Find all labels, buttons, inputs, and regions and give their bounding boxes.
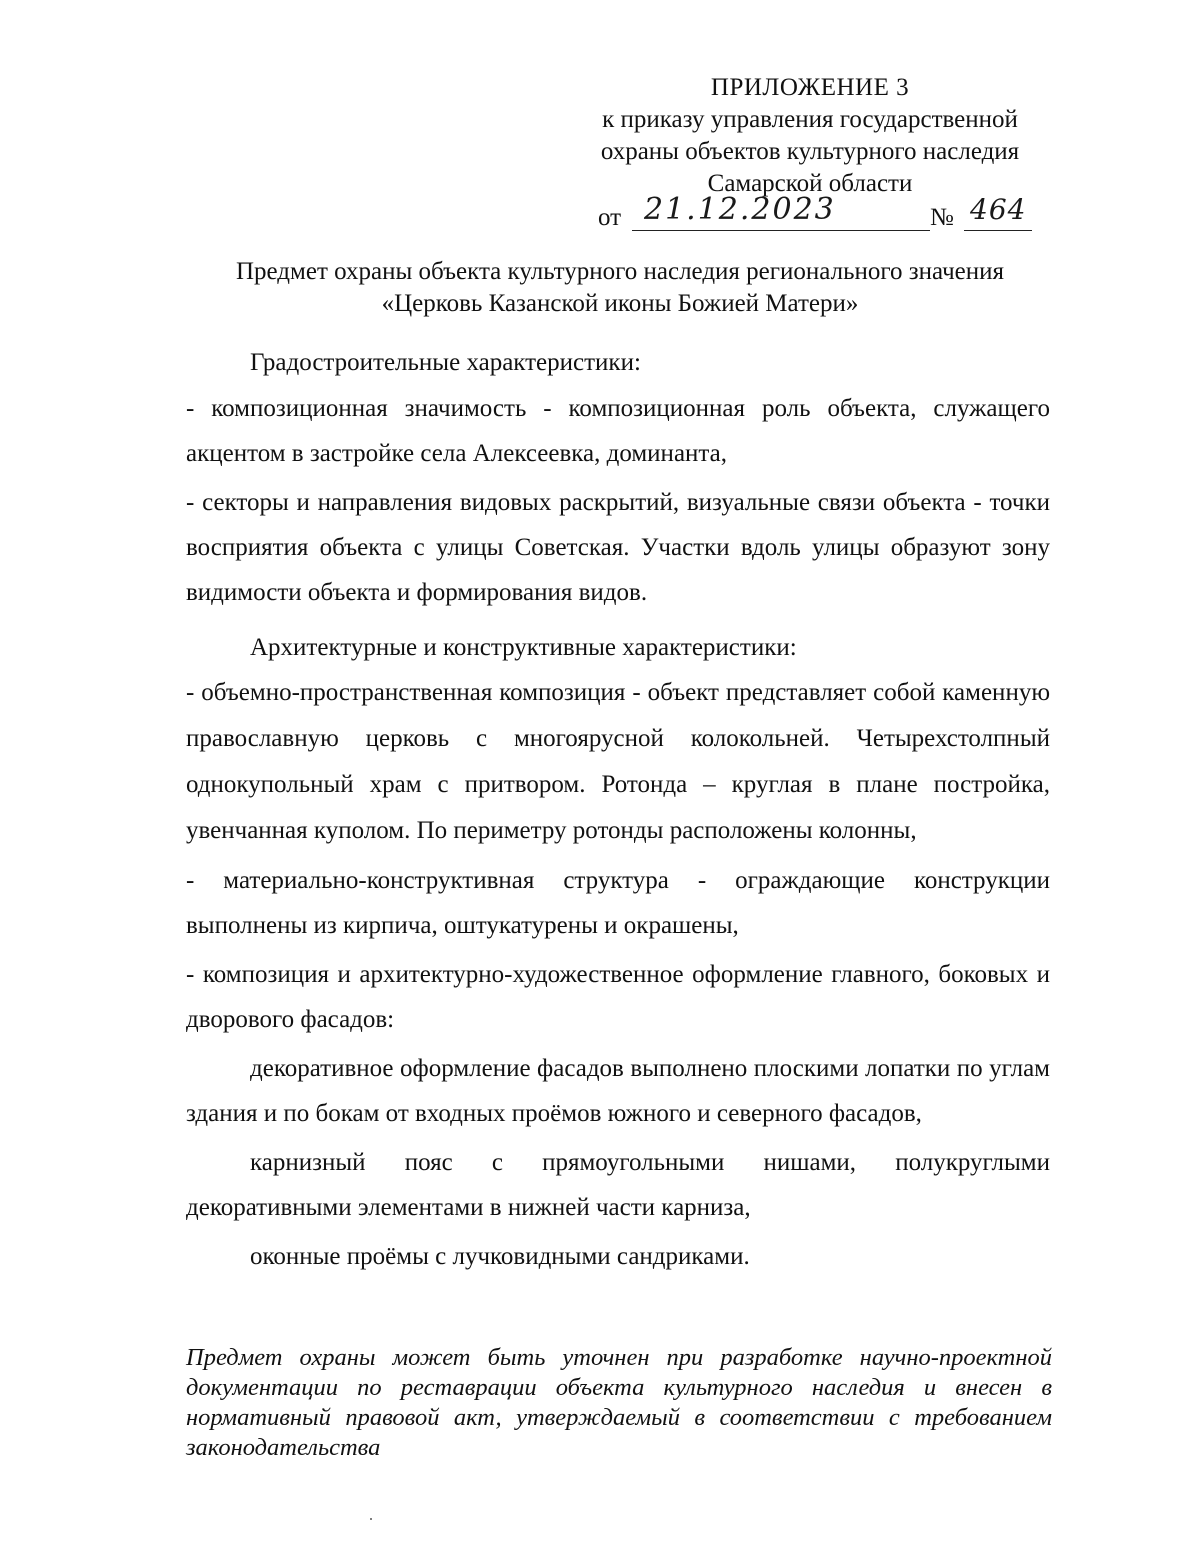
architecture-item-facades: - композиция и архитектурно-художественное оформление главного, боковых и дворового фасадов: <box>186 961 1050 1033</box>
urban-item-composition: - композиционная значимость - композиционная роль объекта, служащего акцентом в застройке села Алексеевка, доминанта, <box>186 395 1050 467</box>
document-body <box>186 340 1050 1279</box>
document-title-line-1: Предмет охраны объекта культурного наследия регионального значения <box>235 258 1005 285</box>
facade-sub-decoration: декоративное оформление фасадов выполнено плоскими лопатки по углам здания и по бокам от входных проёмов южного и северного фасадов, <box>186 1055 1050 1127</box>
handwritten-number: 464 <box>970 193 1027 226</box>
appendix-order-line-2: охраны объектов культурного наследия <box>600 138 1020 165</box>
architecture-heading: Архитектурные и конструктивные характеристики: <box>250 634 797 661</box>
date-underline <box>632 230 930 231</box>
facade-sub-cornice: карнизный пояс с прямоугольными нишами, полукруглыми декоративными элементами в нижней части карниза, <box>186 1149 1050 1221</box>
urban-item-visual-links: - секторы и направления видовых раскрытий, визуальные связи объекта - точки восприятия объекта с улицы Советская. Участки вдоль улицы образуют зону видимости объекта и формирования видов. <box>186 489 1050 606</box>
appendix-title: ПРИЛОЖЕНИЕ 3 <box>710 74 910 101</box>
scan-speck <box>370 1518 372 1520</box>
number-underline <box>964 230 1032 231</box>
appendix-order-line-3: Самарской области <box>707 170 913 197</box>
architecture-item-volume: - объемно-пространственная композиция - объект представляет собой каменную православную церковь с многоярусной колокольней. Четырехстолпный однокупольный храм с притвором. Ротонда – круглая в плане постройка, увенчанная куполом. По периметру ротонды расположены колонны, <box>186 679 1050 844</box>
handwritten-date: 21.12.2023 <box>644 192 836 227</box>
appendix-header <box>560 72 1060 234</box>
architecture-item-material: - материально-конструктивная структура - ограждающие конструкции выполнены из кирпича, оштукатурены и окрашены, <box>186 867 1050 939</box>
clarification-note: Предмет охраны может быть уточнен при разработке научно-проектной документации по реставрации объекта культурного наследия и внесен в нормативный правовой акт, утверждаемый в соответствии с требованием законодательства <box>186 1343 1052 1461</box>
number-sign-label: № <box>930 204 954 231</box>
document-title <box>120 256 1120 320</box>
order-date-number-line <box>560 192 1060 234</box>
document-title-line-2: «Церковь Казанской иконы Божией Матери» <box>381 290 859 317</box>
facade-sub-windows: оконные проёмы с лучковидными сандриками. <box>250 1243 750 1270</box>
urban-heading: Градостроительные характеристики: <box>250 349 641 376</box>
date-prefix-label: от <box>598 204 622 231</box>
appendix-order-line-1: к приказу управления государственной <box>602 106 1018 133</box>
